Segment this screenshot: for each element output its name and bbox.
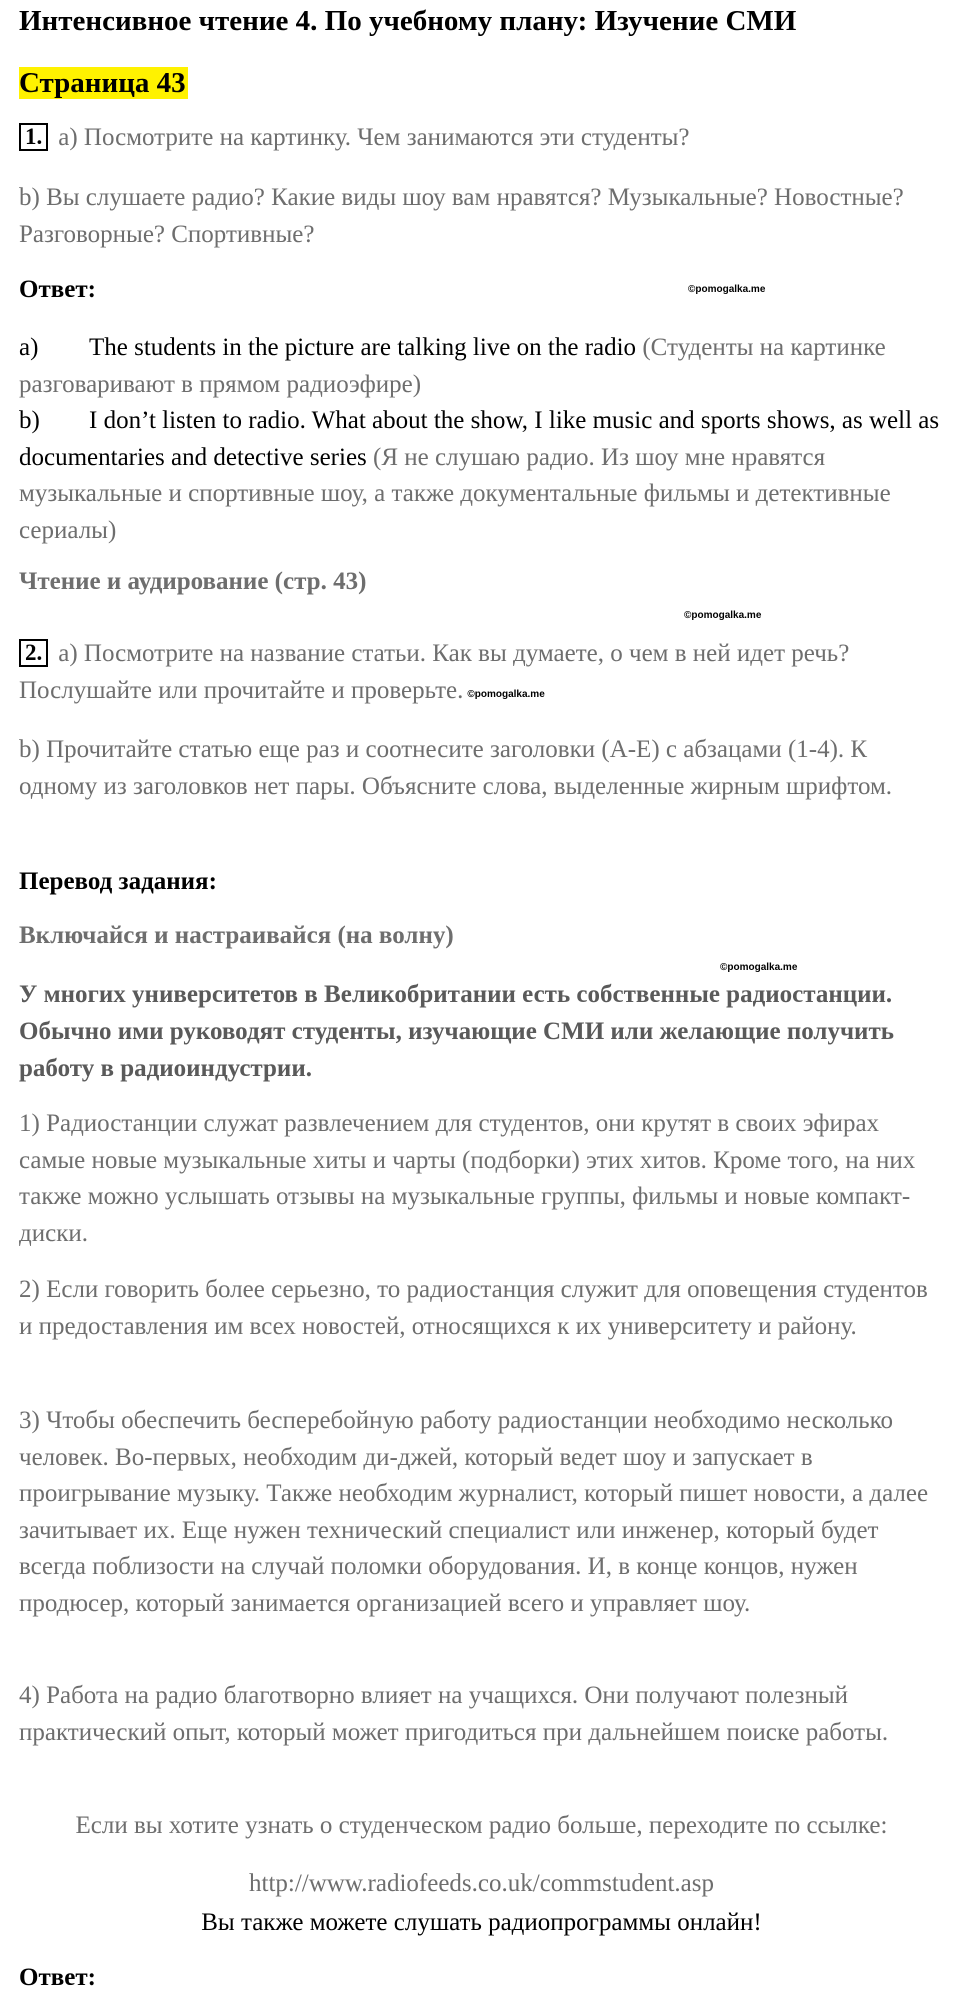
paragraph-2: 2) Если говорить более серьезно, то радиостанция служит для оповещения студентов и предоставления им всех новостей, относящихся к их университету и району. [19, 1276, 928, 1340]
paragraph-3: 3) Чтобы обеспечить бесперебойную работу радиостанции необходимо несколько человек. Во-первых, необходим ди-джей, который ведет шоу и запускает в проигрывание музыку. Также необходим журналист, который пишет новости, а далее зачитывает их. Еще нужен технический специалист или инженер, который будет всегда поблизости на случай поломки оборудования. И, в конце концов, нужен продюсер, который занимается организацией всего и управляет шоу. [19, 1407, 929, 1617]
link-url[interactable]: http://www.radiofeeds.co.uk/commstudent.asp [249, 1870, 714, 1897]
answer-1-a-english: The students in the picture are talking live on the radio [89, 334, 637, 361]
translation-label: Перевод задания: [19, 868, 217, 895]
page-title: Интенсивное чтение 4. По учебному плану: Изучение СМИ [19, 5, 797, 37]
paragraph-4: 4) Работа на радио благотворно влияет на учащихся. Они получают полезный практический опыт, который может пригодиться при дальнейшем поиске работы. [19, 1682, 889, 1746]
page-number-highlight [19, 64, 944, 102]
answer-1 [19, 330, 944, 549]
watermark: ©pomogalka.me [467, 688, 545, 700]
article-title: Включайся и настраивайся (на волну) [19, 922, 454, 949]
answer-1-b-english: I don’t listen to radio. What about the show, I like music and sports shows, as well as documentaries and detective series [19, 407, 940, 471]
answer-1-b-tag: b) [19, 407, 40, 434]
task-2-a [19, 636, 944, 713]
task-1-b: b) Вы слушаете радио? Какие виды шоу вам нравятся? Музыкальные? Новостные? Разговорные? Спортивные? [19, 184, 904, 248]
section-title: Чтение и аудирование (стр. 43) [19, 568, 367, 595]
watermark: ©pomogalka.me [720, 962, 798, 973]
answer-1-a [19, 330, 944, 403]
paragraph-1: 1) Радиостанции служат развлечением для студентов, они крутят в своих эфирах самые новые музыкальные хиты и чарты (подборки) этих хитов. Кроме того, на них также можно услышать отзывы на музыкальные группы, фильмы и новые компакт-диски. [19, 1110, 916, 1247]
watermark: ©pomogalka.me [688, 284, 766, 295]
task-1-a [19, 120, 944, 157]
link-intro: Если вы хотите узнать о студенческом радио больше, переходите по ссылке: [75, 1812, 888, 1839]
answer-1-a-tag: a) [19, 334, 39, 361]
watermark: ©pomogalka.me [684, 610, 762, 621]
task-1-number: 1. [19, 123, 48, 151]
task-2-b: b) Прочитайте статью еще раз и соотнесите заголовки (A-E) с абзацами (1-4). К одному из заголовков нет пары. Объясните слова, выделенные жирным шрифтом. [19, 736, 893, 800]
answer-label-2: Ответ: [19, 1964, 96, 1991]
answer-1-b [19, 403, 944, 549]
answer-label: Ответ: [19, 276, 96, 303]
task-1-a-text: a) Посмотрите на картинку. Чем занимаются эти студенты? [58, 124, 690, 151]
task-2-a-text: a) Посмотрите на название статьи. Как вы думаете, о чем в ней идет речь? Послушайте или прочитайте и проверьте. [19, 640, 850, 704]
link-outro: Вы также можете слушать радиопрограммы онлайн! [201, 1909, 762, 1936]
article-intro: У многих университетов в Великобритании есть собственные радиостанции. Обычно ими руководят студенты, изучающие СМИ или желающие получить работу в радиоиндустрии. [19, 981, 894, 1082]
answer-1-a-russian: (Студенты на картинке разговаривают в прямом радиоэфире) [19, 334, 886, 398]
task-2-number: 2. [19, 639, 48, 667]
page-number-label: Страница 43 [19, 67, 186, 99]
answer-1-b-russian: (Я не слушаю радио. Из шоу мне нравятся музыкальные и спортивные шоу, а также документальные фильмы и детективные сериалы) [19, 443, 891, 544]
